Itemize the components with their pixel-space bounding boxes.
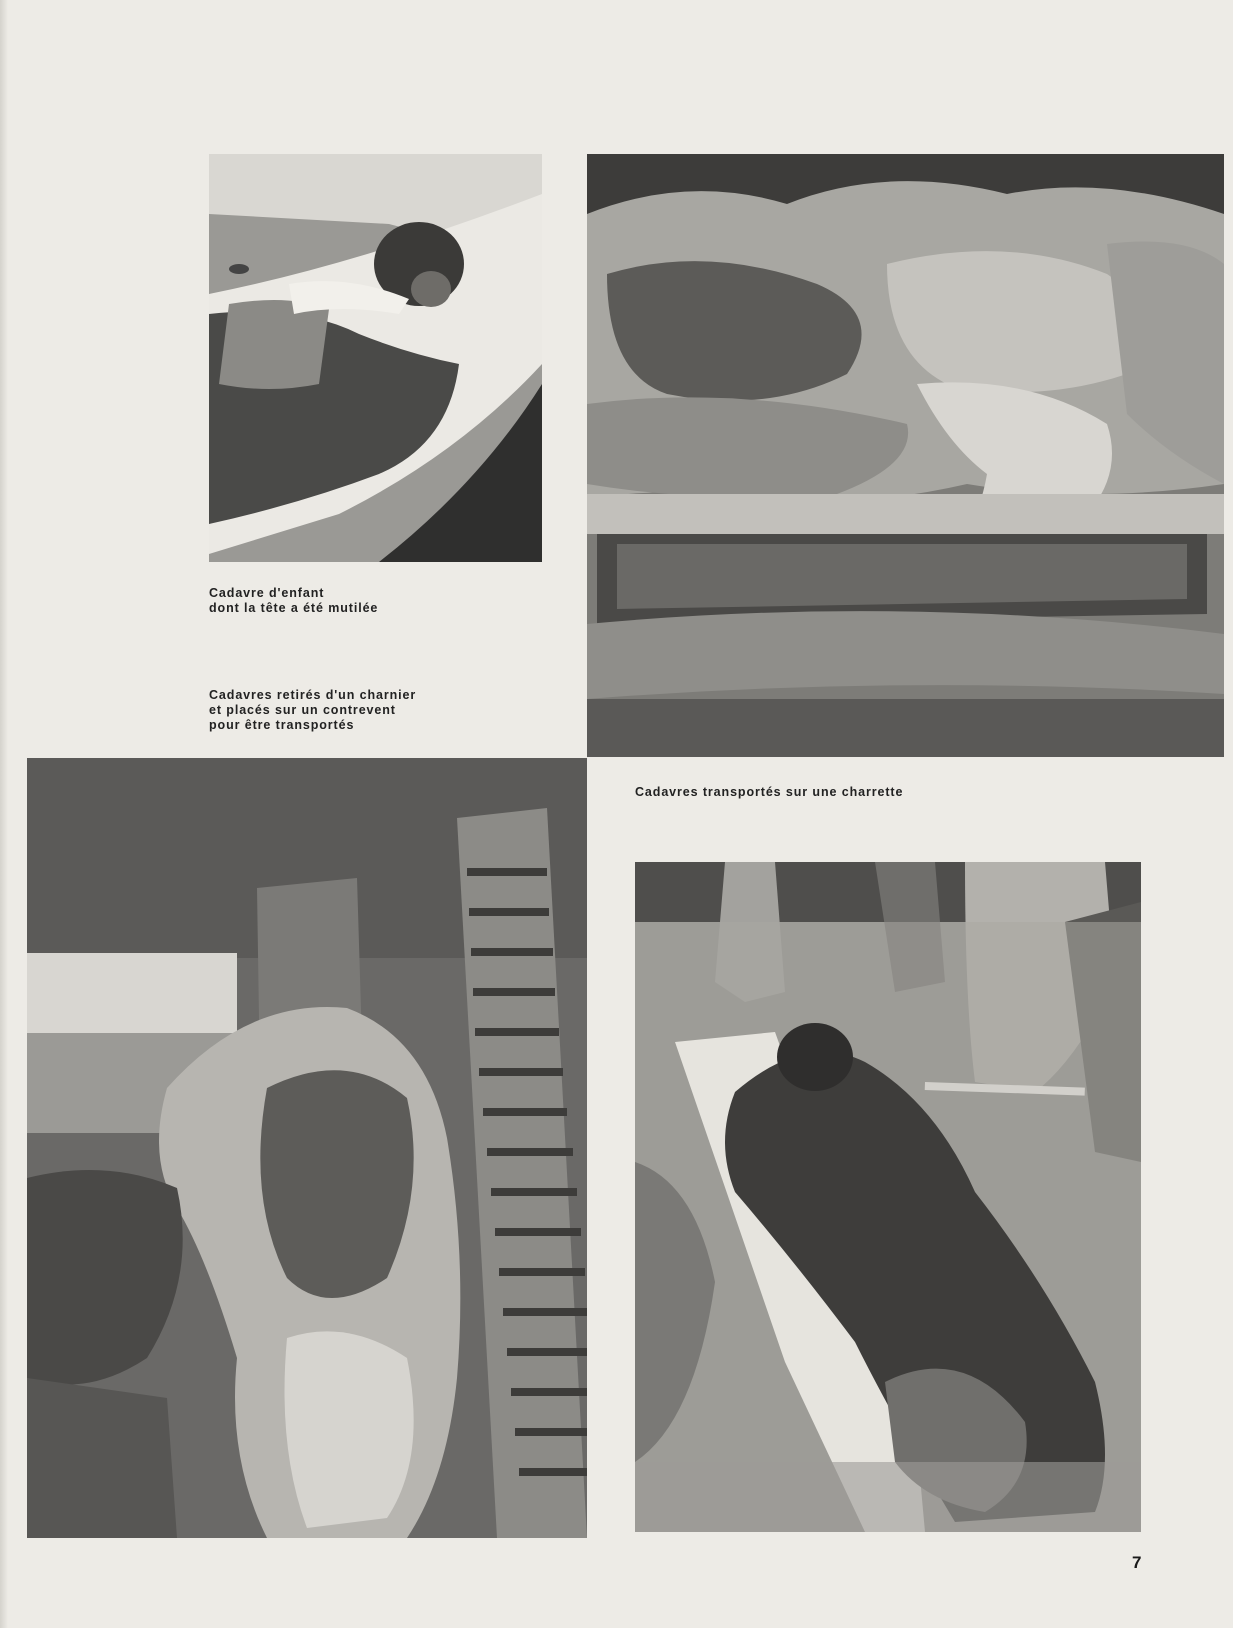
page-number: 7 [1132, 1553, 1142, 1572]
caption-bodies-on-shutter [209, 688, 416, 733]
photo-bodies-pile-image [587, 154, 1224, 757]
photo-bodies-on-cart-image [635, 862, 1141, 1532]
caption-shutter-line-1: Cadavres retirés d'un charnier [209, 688, 417, 702]
photo-bodies-pile [587, 154, 1224, 757]
photo-child-body [209, 154, 542, 562]
caption-child-body [209, 586, 378, 616]
caption-shutter-line-3: pour être transportés [209, 718, 355, 732]
photo-bodies-on-shutter [27, 758, 587, 1538]
page-edge-shadow [0, 0, 8, 1628]
caption-bodies-on-cart [635, 785, 903, 800]
caption-cart-line-1: Cadavres transportés sur une charrette [635, 785, 904, 799]
photo-bodies-on-cart [635, 862, 1141, 1532]
caption-child-line-1: Cadavre d'enfant [209, 586, 325, 600]
photo-child-body-image [209, 154, 542, 562]
caption-child-line-2: dont la tête a été mutilée [209, 601, 379, 615]
photo-bodies-on-shutter-image [27, 758, 587, 1538]
caption-shutter-line-2: et placés sur un contrevent [209, 703, 396, 717]
